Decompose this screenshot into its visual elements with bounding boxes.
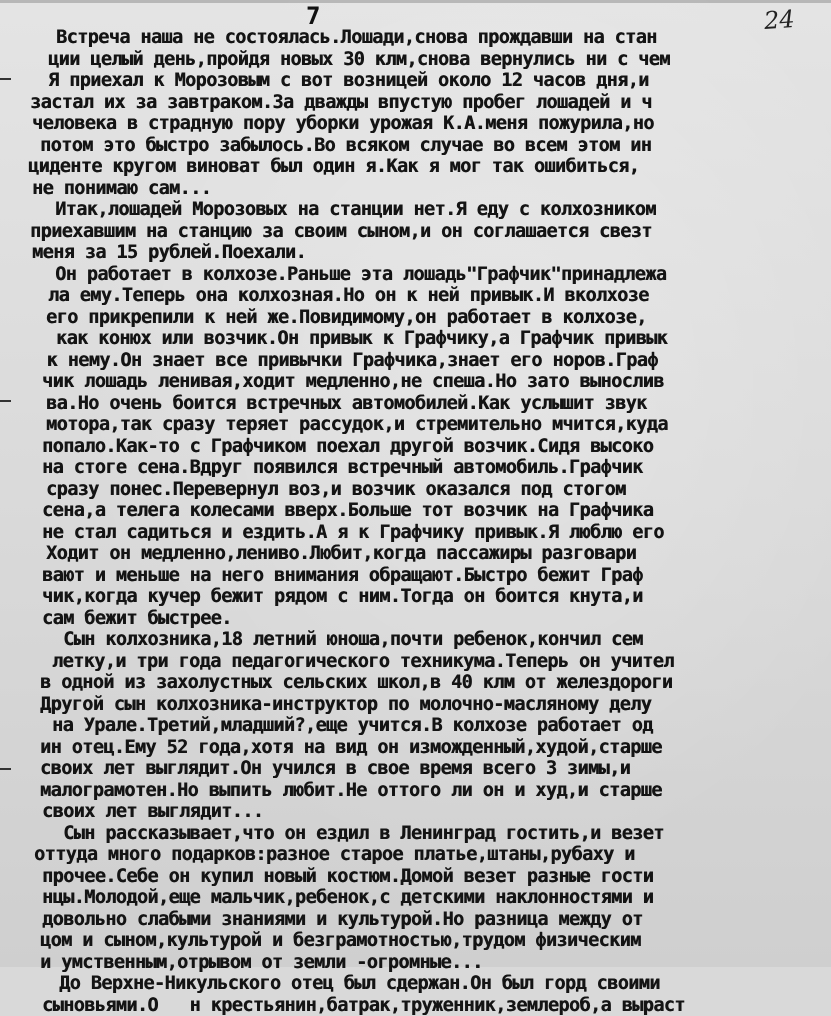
text-line: Встреча наша не состоялась.Лошади,снова прождавши на стан [0, 27, 831, 49]
text-line: Другой сын колхозника-инструктор по молочно-масляному делу [0, 694, 831, 716]
text-line: своих лет выглядит... [0, 801, 831, 823]
page-top-edge [0, 0, 831, 3]
text-line: меня за 15 рублей.Поехали. [0, 242, 831, 264]
text-line: ин отец.Ему 52 года,хотя на вид он изможденный,худой,старше [0, 737, 831, 759]
page-number: 7 [306, 2, 320, 30]
text-line: его прикрепили к ней же.Повидимому,он работает в колхозе, [0, 307, 831, 329]
text-line: приехавшим на станцию за своим сыном,и он соглашается свезт [0, 221, 831, 243]
text-line: своих лет выглядит.Он учился в свое время всего 3 зимы,и [0, 758, 831, 780]
text-line: прочее.Себе он купил новый костюм.Домой везет разные гости [0, 866, 831, 888]
text-line: Итак,лошадей Морозовых на станции нет.Я еду с колхозником [0, 199, 831, 221]
text-line: ла ему.Теперь она колхозная.Но он к ней привык.И вколхозе [0, 285, 831, 307]
text-line: Ходит он медленно,лениво.Любит,когда пассажиры разговари [0, 543, 831, 565]
text-line: Сын рассказывает,что он ездил в Ленинград гостить,и везет [0, 823, 831, 845]
text-line: потом это быстро забылось.Во всяком случае во всем этом ин [0, 135, 831, 157]
text-line: летку,и три года педагогического техникума.Теперь он учител [0, 651, 831, 673]
text-line: на стоге сена.Вдруг появился встречный автомобиль.Графчик [0, 457, 831, 479]
text-line: к нему.Он знает все привычки Графчика,знает его норов.Граф [0, 350, 831, 372]
text-line: чик,когда кучер бежит рядом с ним.Тогда он боится кнута,и [0, 586, 831, 608]
text-line: Сын колхозника,18 летний юноша,почти ребенок,кончил сем [0, 629, 831, 651]
text-line: малограмотен.Но выпить любит.Не оттого ли он и худ,и старше [0, 780, 831, 802]
text-line: ции целый день,пройдя новых 30 клм,снова вернулись ни с чем [0, 49, 831, 71]
text-line: человека в страдную пору уборки урожая К.А.меня пожурила,но [0, 113, 831, 135]
text-line: сразу понес.Перевернул воз,и возчик оказался под стогом [0, 479, 831, 501]
text-line: циденте кругом виноват был один я.Как я мог так ошибиться, [0, 156, 831, 178]
text-line: нцы.Молодой,еще мальчик,ребенок,с детскими наклонностями и [0, 887, 831, 909]
text-line: Я приехал к Морозовым с вот возницей около 12 часов дня,и [0, 70, 831, 92]
text-line: не понимаю сам... [0, 178, 831, 200]
text-line: застал их за завтраком.За дважды впустую пробег лошадей и ч [0, 92, 831, 114]
text-line: довольно слабыми знаниями и культурой.Но разница между от [0, 909, 831, 931]
text-line: ва.Но очень боится встречных автомобилей.Как услышит звук [0, 393, 831, 415]
text-line: Он работает в колхозе.Раньше эта лошадь"Графчик"принадлежа [0, 264, 831, 286]
text-line: попало.Как-то с Графчиком поехал другой возчик.Сидя высоко [0, 436, 831, 458]
text-line: сыновьями.О н крестьянин,батрак,труженник,землероб,а выраст [0, 995, 831, 1016]
text-line: оттуда много подарков:разное старое платье,штаны,рубаху и [0, 844, 831, 866]
text-line: и умственным,отрывом от земли -огромные... [0, 952, 831, 974]
text-line: чик лошадь ленивая,ходит медленно,не спеша.Но зато вынослив [0, 371, 831, 393]
text-line: вают и меньше на него внимания обращают.Быстро бежит Граф [0, 565, 831, 587]
text-line: на Урале.Третий,младший?,еще учится.В колхозе работает од [0, 715, 831, 737]
text-line: не стал садиться и ездить.А я к Графчику привык.Я люблю его [0, 522, 831, 544]
archive-folio-number: 24 [763, 5, 795, 35]
typed-text-body [0, 27, 831, 1016]
text-line: До Верхне-Никульского отец был сдержан.Он был горд своими [0, 973, 831, 995]
text-line: сена,а телега колесами вверх.Больше тот возчик на Графчика [0, 500, 831, 522]
text-line: сам бежит быстрее. [0, 608, 831, 630]
text-line: в одной из захолустных сельских школ,в 40 клм от желездороги [0, 672, 831, 694]
text-line: мотора,так сразу теряет рассудок,и стремительно мчится,куда [0, 414, 831, 436]
text-line: как конюх или возчик.Он привык к Графчику,а Графчик привык [0, 328, 831, 350]
text-line: цом и сыном,культурой и безграмотностью,трудом физическим [0, 930, 831, 952]
